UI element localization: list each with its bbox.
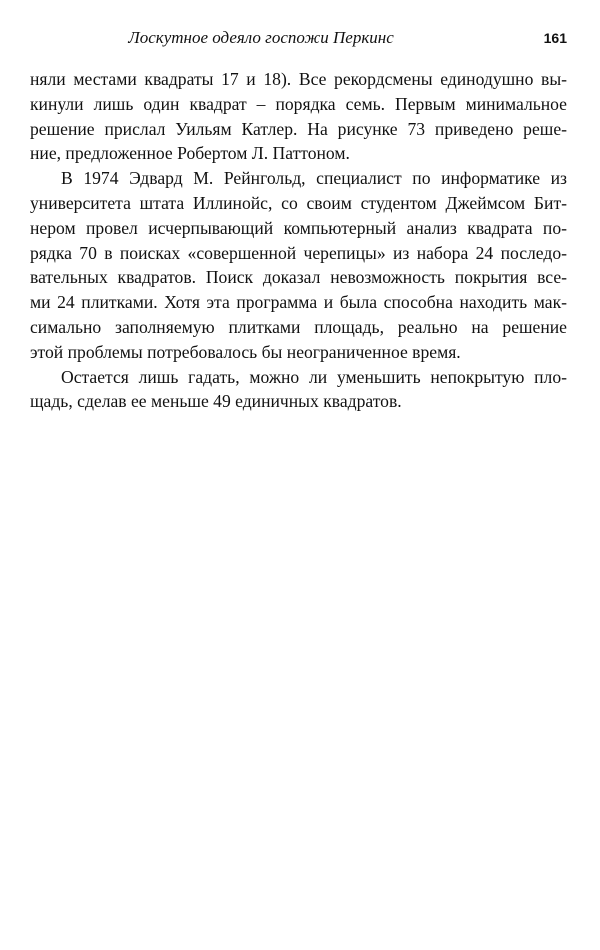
text-line: этой проблемы потребовалось бы неограниченное время. — [30, 341, 461, 362]
text-line: университета штата Иллинойс, со своим студентом Джеймсом Бит- — [30, 192, 567, 213]
running-header — [30, 26, 567, 50]
paragraph-1 — [30, 67, 567, 166]
text-line: симально заполняемую плитками площадь, реально на решение — [30, 316, 567, 337]
text-line: Остается лишь гадать, можно ли уменьшить непокрытую пло- — [61, 366, 567, 387]
text-line: вательных квадратов. Поиск доказал невозможность покрытия все- — [30, 267, 567, 288]
text-line: щадь, сделав ее меньше 49 единичных квадратов. — [30, 391, 402, 412]
paragraph-2 — [30, 166, 567, 364]
text-line: решение прислал Уильям Катлер. На рисунке 73 приведено реше- — [30, 118, 567, 139]
text-line: ми 24 плитками. Хотя эта программа и была способна находить мак- — [30, 292, 567, 313]
text-line: няли местами квадраты 17 и 18). Все рекордсмены единодушно вы- — [30, 69, 567, 89]
chapter-title: Лоскутное одеяло госпожи Перкинс — [128, 28, 394, 47]
text-line: рядка 70 в поисках «совершенной черепицы» из набора 24 последо- — [30, 242, 567, 263]
text-line: кинули лишь один квадрат – порядка семь. Первым минимальное — [30, 93, 567, 114]
text-line: В 1974 Эдвард М. Рейнгольд, специалист по информатике из — [61, 168, 567, 189]
paragraph-3 — [30, 365, 567, 415]
body-text — [30, 67, 567, 414]
page-number: 161 — [543, 30, 567, 46]
text-line: нером провел исчерпывающий компьютерный анализ квадрата по- — [30, 217, 567, 238]
text-line: ние, предложенное Робертом Л. Паттоном. — [30, 143, 350, 164]
